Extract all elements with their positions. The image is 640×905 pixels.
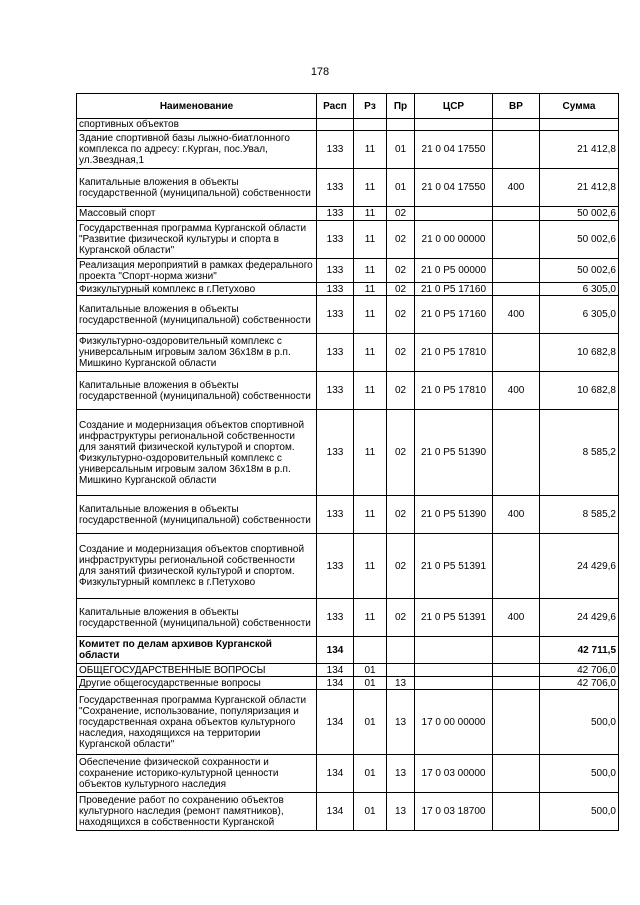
column-header-vr: ВР xyxy=(493,94,540,119)
row-name-cell: Создание и модернизация объектов спортивной инфраструктуры региональной собственности для занятий физической культурой и спортом. Физкультурно-оздоровительный комплекс с универсальным игровым залом 36х18м в р.п. Мишкино Курганской области xyxy=(77,410,317,496)
row-csr-cell: 17 0 03 00000 xyxy=(415,755,493,793)
row-sum-cell: 500,0 xyxy=(540,690,619,755)
row-name-cell: Капитальные вложения в объекты государственной (муниципальной) собственности xyxy=(77,296,317,334)
table-header-row xyxy=(77,94,619,119)
row-rasp-cell: 133 xyxy=(317,169,354,207)
row-csr-cell: 21 0 P5 17160 xyxy=(415,283,493,296)
row-rz-cell: 11 xyxy=(354,410,387,496)
row-name-cell: ОБЩЕГОСУДАРСТВЕННЫЕ ВОПРОСЫ xyxy=(77,664,317,677)
row-rz-cell: 11 xyxy=(354,599,387,637)
row-vr-cell xyxy=(493,534,540,599)
row-rz-cell: 11 xyxy=(354,207,387,221)
row-sum-cell: 24 429,6 xyxy=(540,599,619,637)
budget-table xyxy=(76,93,619,831)
row-vr-cell: 400 xyxy=(493,496,540,534)
row-name-cell: Массовый спорт xyxy=(77,207,317,221)
row-pr-cell: 13 xyxy=(387,690,415,755)
row-name-cell: Капитальные вложения в объекты государственной (муниципальной) собственности xyxy=(77,372,317,410)
row-name-cell: Государственная программа Курганской области "Развитие физической культуры и спорта в Курганской области" xyxy=(77,221,317,259)
row-name-cell: Физкультурно-оздоровительный комплекс с универсальным игровым залом 36х18м в р.п. Мишкино Курганской области xyxy=(77,334,317,372)
row-rz-cell: 11 xyxy=(354,296,387,334)
row-sum-cell: 8 585,2 xyxy=(540,410,619,496)
row-csr-cell: 17 0 03 18700 xyxy=(415,793,493,831)
row-csr-cell: 21 0 P5 51391 xyxy=(415,599,493,637)
row-rz-cell: 11 xyxy=(354,534,387,599)
table-row xyxy=(77,410,619,496)
row-vr-cell xyxy=(493,677,540,690)
row-rasp-cell: 133 xyxy=(317,334,354,372)
row-csr-cell: 21 0 P5 17810 xyxy=(415,372,493,410)
row-rz-cell: 11 xyxy=(354,334,387,372)
row-vr-cell: 400 xyxy=(493,372,540,410)
row-name-cell: Комитет по делам архивов Курганской области xyxy=(77,637,317,664)
row-sum-cell: 42 706,0 xyxy=(540,664,619,677)
row-sum-cell: 8 585,2 xyxy=(540,496,619,534)
row-csr-cell: 21 0 04 17550 xyxy=(415,131,493,169)
table-row xyxy=(77,690,619,755)
row-name-cell: Государственная программа Курганской области "Сохранение, использование, популяризация и государственная охрана объектов культурного наследия, находящихся на территории Курганской области" xyxy=(77,690,317,755)
row-vr-cell xyxy=(493,637,540,664)
row-name-cell: Другие общегосударственные вопросы xyxy=(77,677,317,690)
row-sum-cell: 50 002,6 xyxy=(540,259,619,283)
row-rasp-cell: 133 xyxy=(317,296,354,334)
row-pr-cell: 13 xyxy=(387,677,415,690)
row-vr-cell xyxy=(493,664,540,677)
row-csr-cell: 17 0 00 00000 xyxy=(415,690,493,755)
row-sum-cell: 42 706,0 xyxy=(540,677,619,690)
row-csr-cell: 21 0 04 17550 xyxy=(415,169,493,207)
row-csr-cell: 21 0 P5 51390 xyxy=(415,496,493,534)
row-sum-cell: 10 682,8 xyxy=(540,372,619,410)
row-name-cell: Проведение работ по сохранению объектов культурного наследия (ремонт памятников), находящихся в собственности Курганской xyxy=(77,793,317,831)
table-row xyxy=(77,221,619,259)
row-rasp-cell: 133 xyxy=(317,496,354,534)
row-csr-cell xyxy=(415,664,493,677)
column-header-rz: Рз xyxy=(354,94,387,119)
column-header-rasp: Расп xyxy=(317,94,354,119)
row-name-cell: Капитальные вложения в объекты государственной (муниципальной) собственности xyxy=(77,599,317,637)
table-row xyxy=(77,637,619,664)
row-vr-cell xyxy=(493,410,540,496)
row-rz-cell: 11 xyxy=(354,496,387,534)
row-rz-cell: 11 xyxy=(354,283,387,296)
row-rz-cell: 11 xyxy=(354,131,387,169)
row-name-cell: Здание спортивной базы лыжно-биатлонного комплекса по адресу: г.Курган, пос.Увал, ул.Звездная,1 xyxy=(77,131,317,169)
row-rasp-cell: 134 xyxy=(317,793,354,831)
row-csr-cell: 21 0 P5 51391 xyxy=(415,534,493,599)
row-vr-cell xyxy=(493,793,540,831)
row-vr-cell xyxy=(493,131,540,169)
row-rz-cell: 11 xyxy=(354,259,387,283)
table-row xyxy=(77,755,619,793)
row-name-cell: Капитальные вложения в объекты государственной (муниципальной) собственности xyxy=(77,169,317,207)
row-vr-cell xyxy=(493,119,540,131)
row-rasp-cell: 134 xyxy=(317,690,354,755)
row-rz-cell: 01 xyxy=(354,690,387,755)
row-pr-cell: 01 xyxy=(387,131,415,169)
row-sum-cell xyxy=(540,119,619,131)
row-pr-cell: 02 xyxy=(387,534,415,599)
table-row xyxy=(77,207,619,221)
row-rz-cell: 01 xyxy=(354,664,387,677)
row-pr-cell xyxy=(387,637,415,664)
row-vr-cell xyxy=(493,690,540,755)
table-row xyxy=(77,793,619,831)
row-rasp-cell: 134 xyxy=(317,755,354,793)
row-csr-cell: 21 0 P5 17810 xyxy=(415,334,493,372)
table-row xyxy=(77,534,619,599)
column-header-csr: ЦСР xyxy=(415,94,493,119)
page-number: 178 xyxy=(310,66,330,78)
row-rz-cell xyxy=(354,119,387,131)
row-sum-cell: 500,0 xyxy=(540,793,619,831)
row-name-cell: Обеспечение физической сохранности и сохранение историко-культурной ценности объектов культурного наследия xyxy=(77,755,317,793)
row-rasp-cell: 133 xyxy=(317,372,354,410)
row-pr-cell: 01 xyxy=(387,169,415,207)
row-rz-cell xyxy=(354,637,387,664)
row-pr-cell: 02 xyxy=(387,296,415,334)
row-name-cell: Капитальные вложения в объекты государственной (муниципальной) собственности xyxy=(77,496,317,534)
row-rasp-cell: 133 xyxy=(317,131,354,169)
table-row xyxy=(77,296,619,334)
row-csr-cell xyxy=(415,119,493,131)
row-csr-cell: 21 0 00 00000 xyxy=(415,221,493,259)
row-pr-cell: 02 xyxy=(387,410,415,496)
row-pr-cell: 02 xyxy=(387,221,415,259)
row-vr-cell xyxy=(493,334,540,372)
row-sum-cell: 21 412,8 xyxy=(540,131,619,169)
row-vr-cell xyxy=(493,221,540,259)
row-csr-cell xyxy=(415,677,493,690)
row-rasp-cell: 133 xyxy=(317,599,354,637)
row-rasp-cell: 133 xyxy=(317,221,354,259)
table-row xyxy=(77,677,619,690)
row-rz-cell: 01 xyxy=(354,793,387,831)
row-rasp-cell: 134 xyxy=(317,664,354,677)
row-rasp-cell: 133 xyxy=(317,534,354,599)
column-header-sum: Сумма xyxy=(540,94,619,119)
table-row xyxy=(77,119,619,131)
row-name-cell: Физкультурный комплекс в г.Петухово xyxy=(77,283,317,296)
row-csr-cell xyxy=(415,637,493,664)
row-csr-cell: 21 0 P5 00000 xyxy=(415,259,493,283)
row-vr-cell xyxy=(493,259,540,283)
row-rasp-cell: 134 xyxy=(317,637,354,664)
row-sum-cell: 21 412,8 xyxy=(540,169,619,207)
row-vr-cell xyxy=(493,207,540,221)
row-sum-cell: 10 682,8 xyxy=(540,334,619,372)
row-pr-cell: 02 xyxy=(387,207,415,221)
row-name-cell: спортивных объектов xyxy=(77,119,317,131)
row-rasp-cell: 133 xyxy=(317,410,354,496)
row-pr-cell: 02 xyxy=(387,372,415,410)
row-pr-cell: 02 xyxy=(387,599,415,637)
row-sum-cell: 500,0 xyxy=(540,755,619,793)
row-pr-cell xyxy=(387,119,415,131)
row-vr-cell xyxy=(493,755,540,793)
row-csr-cell: 21 0 P5 51390 xyxy=(415,410,493,496)
row-pr-cell: 02 xyxy=(387,259,415,283)
table-row xyxy=(77,131,619,169)
table-row xyxy=(77,334,619,372)
row-name-cell: Реализация мероприятий в рамках федерального проекта "Спорт-норма жизни" xyxy=(77,259,317,283)
row-pr-cell: 02 xyxy=(387,496,415,534)
row-rz-cell: 11 xyxy=(354,221,387,259)
row-csr-cell xyxy=(415,207,493,221)
row-rz-cell: 01 xyxy=(354,755,387,793)
row-rasp-cell: 133 xyxy=(317,207,354,221)
row-pr-cell: 02 xyxy=(387,334,415,372)
row-sum-cell: 50 002,6 xyxy=(540,221,619,259)
row-sum-cell: 6 305,0 xyxy=(540,283,619,296)
column-header-pr: Пр xyxy=(387,94,415,119)
row-sum-cell: 42 711,5 xyxy=(540,637,619,664)
row-rasp-cell: 133 xyxy=(317,259,354,283)
row-vr-cell: 400 xyxy=(493,599,540,637)
row-rz-cell: 01 xyxy=(354,677,387,690)
row-rasp-cell: 133 xyxy=(317,283,354,296)
table-row xyxy=(77,169,619,207)
row-name-cell: Создание и модернизация объектов спортивной инфраструктуры региональной собственности для занятий физической культурой и спортом. Физкультурный комплекс в г.Петухово xyxy=(77,534,317,599)
row-rz-cell: 11 xyxy=(354,372,387,410)
row-rasp-cell: 134 xyxy=(317,677,354,690)
table-row xyxy=(77,599,619,637)
row-csr-cell: 21 0 P5 17160 xyxy=(415,296,493,334)
table-row xyxy=(77,372,619,410)
table-row xyxy=(77,496,619,534)
row-pr-cell: 13 xyxy=(387,755,415,793)
table-row xyxy=(77,283,619,296)
row-vr-cell: 400 xyxy=(493,296,540,334)
table-row xyxy=(77,664,619,677)
row-sum-cell: 50 002,6 xyxy=(540,207,619,221)
column-header-name: Наименование xyxy=(77,94,317,119)
row-pr-cell: 13 xyxy=(387,793,415,831)
row-vr-cell: 400 xyxy=(493,169,540,207)
row-vr-cell xyxy=(493,283,540,296)
row-pr-cell xyxy=(387,664,415,677)
table-row xyxy=(77,259,619,283)
row-rz-cell: 11 xyxy=(354,169,387,207)
row-rasp-cell xyxy=(317,119,354,131)
row-sum-cell: 24 429,6 xyxy=(540,534,619,599)
row-pr-cell: 02 xyxy=(387,283,415,296)
row-sum-cell: 6 305,0 xyxy=(540,296,619,334)
